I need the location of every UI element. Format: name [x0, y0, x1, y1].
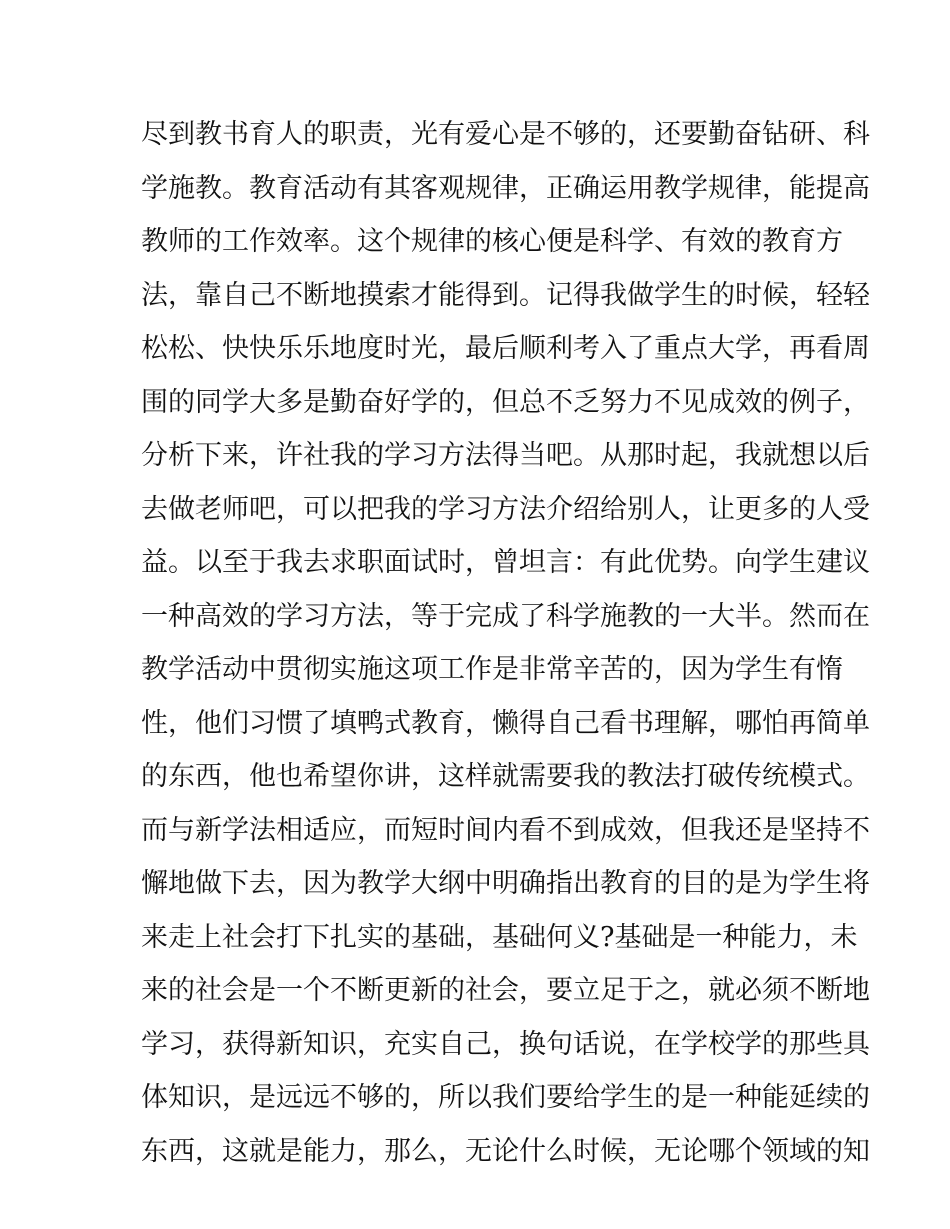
- text-line: 益。以至于我去求职面试时，曾坦言：有此优势。向学生建议: [141, 547, 870, 578]
- text-line: 教师的工作效率。这个规律的核心便是科学、有效的教育方: [141, 226, 843, 257]
- text-line: 性，他们习惯了填鸭式教育，懒得自己看书理解，哪怕再简单: [141, 707, 870, 739]
- text-line: 的东西，他也希望你讲，这样就需要我的教法打破传统模式。: [141, 761, 870, 792]
- text-line: 松松、快快乐乐地度时光，最后顺利考入了重点大学，再看周: [141, 333, 870, 364]
- text-line: 体知识，是远远不够的，所以我们要给学生的是一种能延续的: [141, 1082, 870, 1113]
- text-line: 学习，获得新知识，充实自己，换句话说，在学校学的那些具: [141, 1028, 870, 1060]
- text-line: 来的社会是一个不断更新的社会，要立足于之，就必须不断地: [141, 975, 870, 1006]
- text-line: 尽到教书育人的职责，光有爱心是不够的，还要勤奋钻研、科: [141, 119, 870, 150]
- text-line: 一种高效的学习方法，等于完成了科学施教的一大半。然而在: [141, 600, 870, 632]
- text-line: 学施教。教育活动有其客观规律，正确运用教学规律，能提高: [141, 172, 870, 204]
- text-line: 去做老师吧，可以把我的学习方法介绍给别人，让更多的人受: [141, 493, 870, 525]
- text-line: 而与新学法相适应，而短时间内看不到成效，但我还是坚持不: [141, 814, 870, 846]
- text-line: 教学活动中贯彻实施这项工作是非常辛苦的，因为学生有惰: [141, 654, 843, 685]
- body-text: [141, 108, 870, 1178]
- text-line: 法，靠自己不断地摸索才能得到。记得我做学生的时候，轻轻: [141, 279, 870, 311]
- text-line: 懈地做下去，因为教学大纲中明确指出教育的目的是为学生将: [141, 868, 870, 899]
- text-line: 围的同学大多是勤奋好学的，但总不乏努力不见成效的例子，: [141, 386, 870, 418]
- text-line: 来走上社会打下扎实的基础，基础何义?基础是一种能力，未: [141, 921, 858, 953]
- text-line: 分析下来，许社我的学习方法得当吧。从那时起，我就想以后: [141, 440, 870, 471]
- text-line: 东西，这就是能力，那么，无论什么时候，无论哪个领域的知: [141, 1135, 870, 1167]
